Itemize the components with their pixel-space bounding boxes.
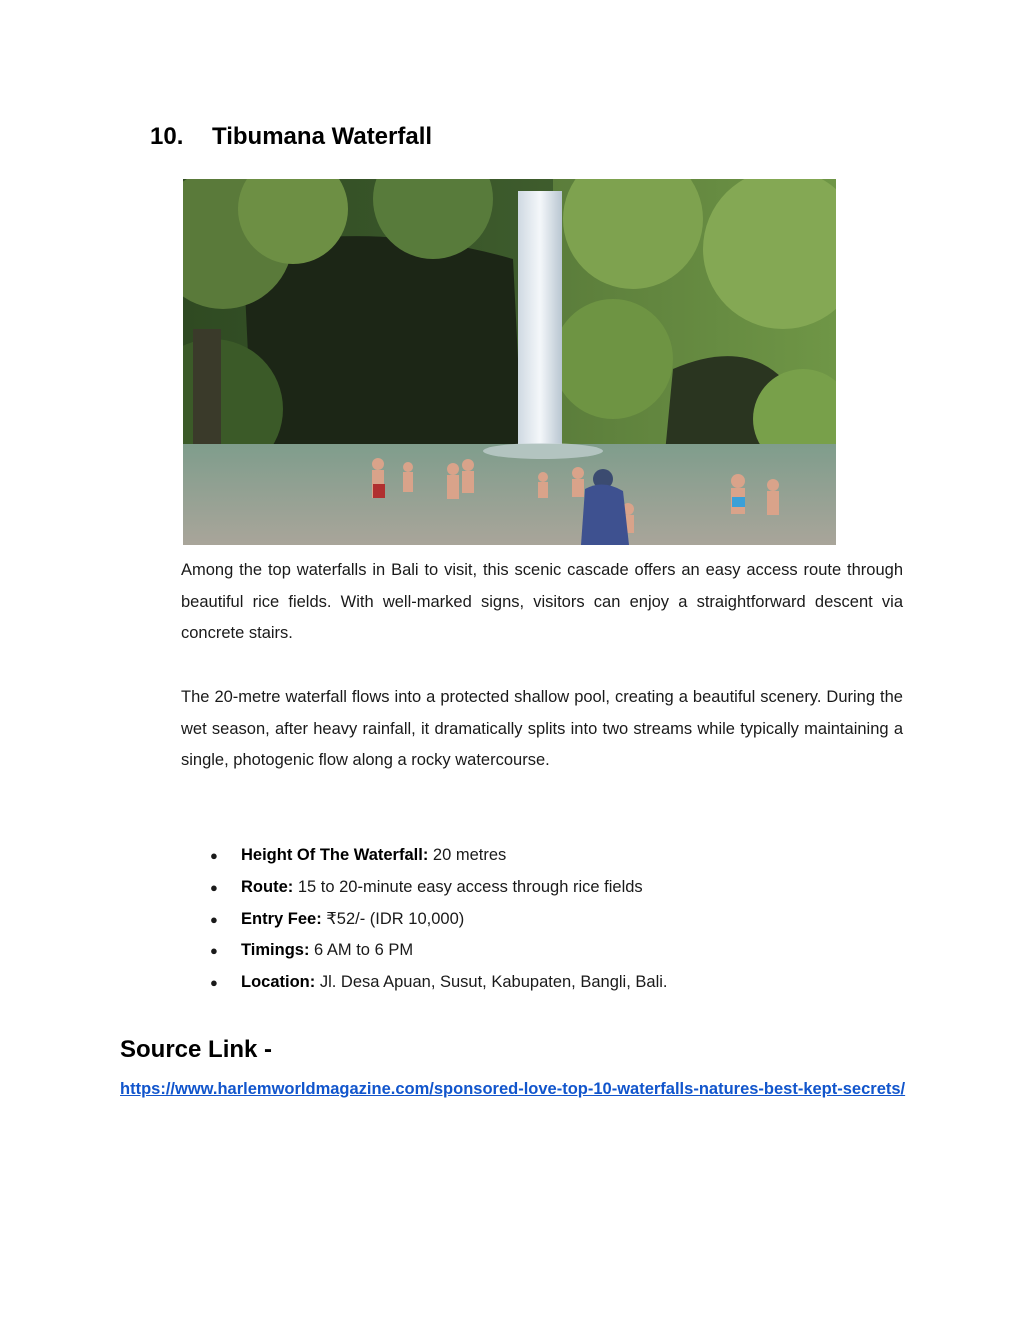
fact-value: Jl. Desa Apuan, Susut, Kabupaten, Bangli, Bali. bbox=[315, 973, 668, 992]
fact-label: Location: bbox=[241, 973, 316, 992]
list-item bbox=[210, 967, 667, 999]
list-item bbox=[210, 904, 667, 936]
section-heading bbox=[150, 119, 432, 155]
source-heading: Source Link - bbox=[120, 1036, 273, 1063]
description-paragraph: The 20-metre waterfall flows into a protected shallow pool, creating a beautiful scenery. During the wet season, after heavy rainfall, it dramatically splits into two streams while typically maintaining a single, photogenic flow along a rocky watercourse. bbox=[181, 688, 903, 769]
fact-label: Route: bbox=[241, 877, 294, 896]
fact-value: 15 to 20-minute easy access through rice fields bbox=[293, 877, 643, 896]
list-item bbox=[210, 872, 667, 904]
bullet-icon: ● bbox=[210, 911, 218, 927]
fact-label: Height Of The Waterfall: bbox=[241, 846, 429, 864]
facts-list bbox=[210, 840, 667, 999]
intro-paragraph: Among the top waterfalls in Bali to visit, this scenic cascade offers an easy access route through beautiful rice fields. With well-marked signs, visitors can enjoy a straightforward descent via concrete stairs. bbox=[181, 561, 903, 642]
list-item bbox=[210, 840, 667, 872]
bullet-icon: ● bbox=[210, 975, 218, 991]
fact-label: Timings: bbox=[241, 941, 310, 960]
list-item bbox=[210, 935, 667, 967]
heading-title: Tibumana Waterfall bbox=[212, 123, 433, 150]
fact-value: 20 metres bbox=[428, 846, 507, 864]
fact-label: Entry Fee: bbox=[241, 909, 322, 928]
bullet-icon: ● bbox=[210, 943, 218, 959]
fact-value: ₹52/- (IDR 10,000) bbox=[321, 909, 465, 928]
bullet-icon: ● bbox=[210, 848, 218, 863]
heading-number: 10. bbox=[150, 123, 184, 150]
fact-value: 6 AM to 6 PM bbox=[309, 941, 414, 960]
waterfall-photo bbox=[183, 179, 836, 545]
bullet-icon: ● bbox=[210, 879, 218, 895]
source-link[interactable]: https://www.harlemworldmagazine.com/sponsored-love-top-10-waterfalls-natures-best-kept-secrets/ bbox=[120, 1080, 906, 1098]
